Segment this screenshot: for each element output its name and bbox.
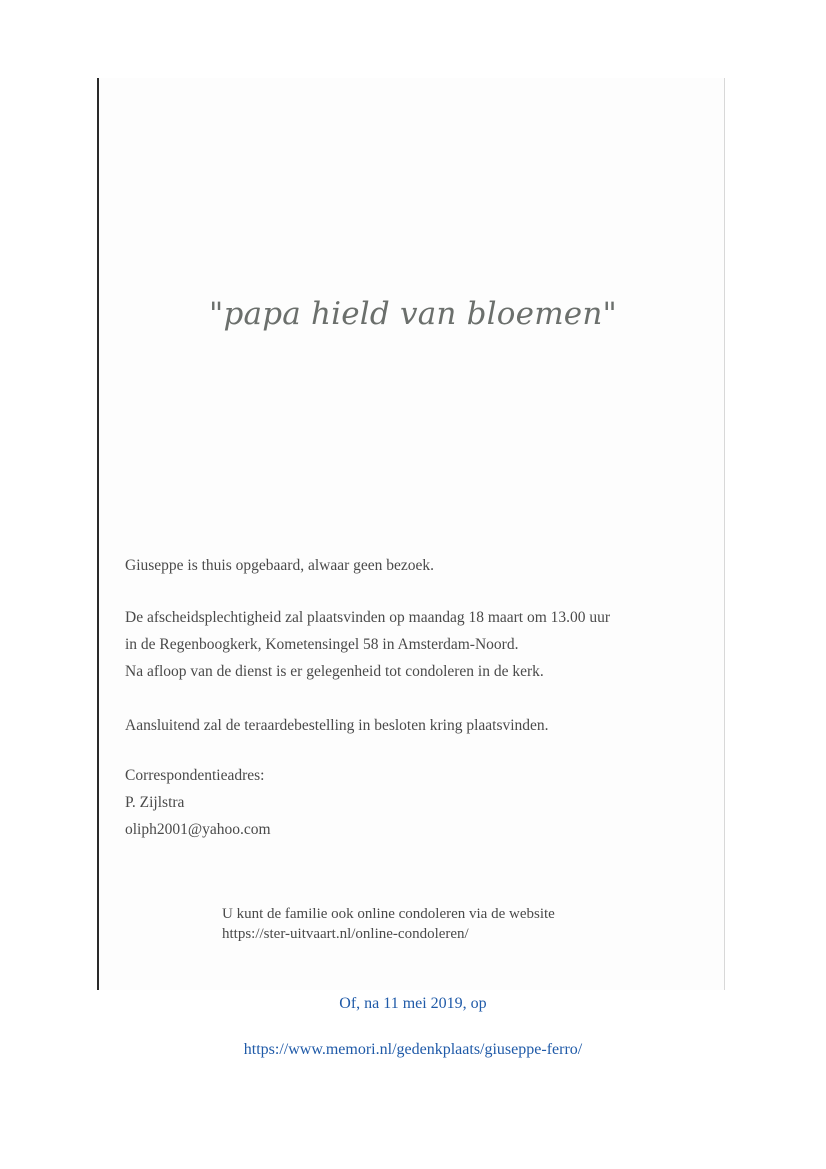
scanned-card — [97, 78, 725, 990]
footer-note: Of, na 11 mei 2019, op — [339, 995, 487, 1012]
correspondence-label: Correspondentieadres: — [125, 767, 265, 784]
headline-quote: "papa hield van bloemen" — [209, 296, 617, 332]
correspondence-name: P. Zijlstra — [125, 794, 185, 811]
online-condolence-url: https://ster-uitvaart.nl/online-condoleren/ — [222, 926, 469, 942]
memori-link[interactable]: https://www.memori.nl/gedenkplaats/giuseppe-ferro/ — [243, 1041, 583, 1058]
ceremony-line-1: De afscheidsplechtigheid zal plaatsvinden op maandag 18 maart om 13.00 uur — [125, 609, 611, 626]
viewing-notice: Giuseppe is thuis opgebaard, alwaar geen bezoek. — [125, 557, 435, 574]
online-condolence-text: U kunt de familie ook online condoleren via de website — [222, 906, 555, 922]
correspondence-email: oliph2001@yahoo.com — [125, 821, 271, 838]
online-condolence-block — [222, 904, 555, 944]
ceremony-line-2: in de Regenboogkerk, Kometensingel 58 in Amsterdam-Noord. — [125, 636, 519, 653]
burial-notice: Aansluitend zal de teraardebestelling in besloten kring plaatsvinden. — [125, 717, 549, 734]
correspondence-block — [125, 762, 725, 843]
ceremony-line-3: Na afloop van de dienst is er gelegenheid tot condoleren in de kerk. — [125, 663, 544, 680]
ceremony-details — [125, 604, 725, 685]
